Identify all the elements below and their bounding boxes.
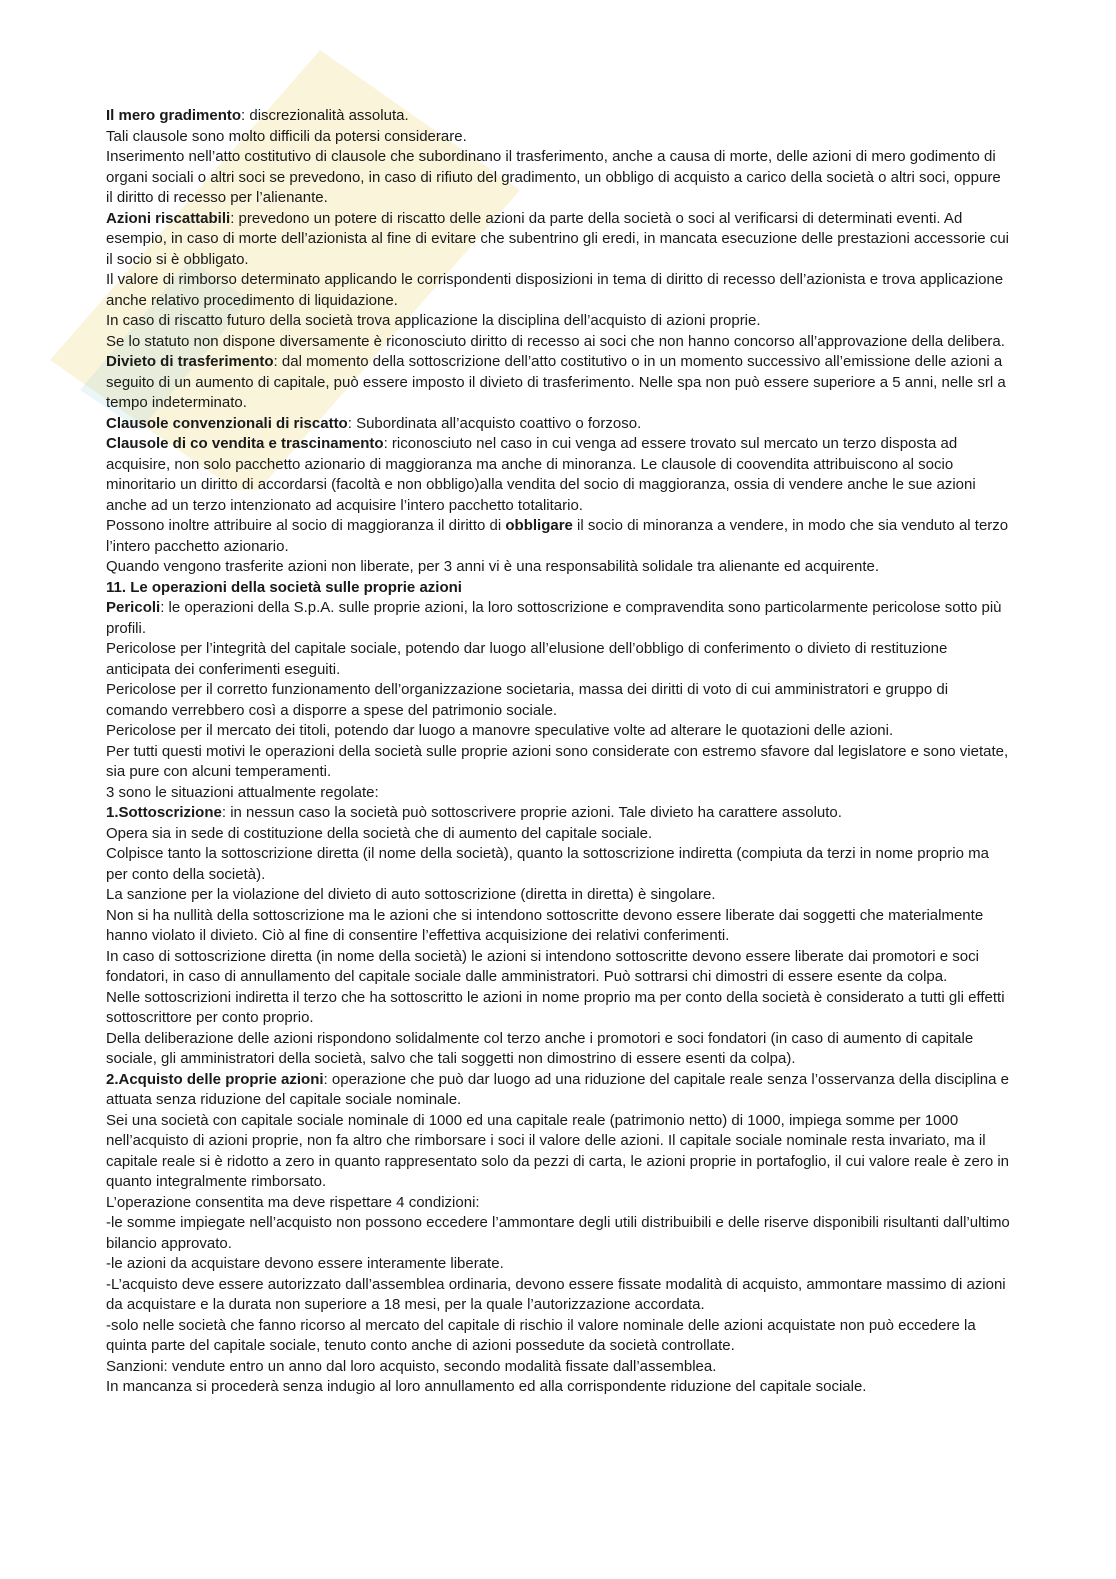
paragraph: Non si ha nullità della sottoscrizione ma le azioni che si intendono sottoscritte devono essere liberate dai soggetti che materialmente hanno violato il divieto. Ciò al fine di consentire l’effettiva acquisizione dei relativi conferimenti.: [106, 906, 984, 944]
paragraph: Pericoli: le operazioni della S.p.A. sulle proprie azioni, la loro sottoscrizione e compravendita sono particolarmente pericolose sotto più profili.: [106, 599, 1002, 637]
list-item: -le somme impiegate nell’acquisto non possono eccedere l’ammontare degli utili distribuibili e delle riserve disponibili risultanti dall’ultimo bilancio approvato.: [106, 1214, 1010, 1252]
paragraph: Per tutti questi motivi le operazioni della società sulle proprie azioni sono considerate con estremo sfavore dal legislatore e sono vietate, sia pure con alcuni temperamenti.: [106, 742, 1009, 780]
paragraph: Tali clausole sono molto difficili da potersi considerare.: [106, 127, 467, 145]
section-heading: 11. Le operazioni della società sulle proprie azioni: [106, 578, 462, 596]
paragraph: Azioni riscattabili: prevedono un potere di riscatto delle azioni da parte della società o soci al verificarsi di determinati eventi. Ad esempio, in caso di morte dell’azionista al fine di evitare che subentrino gli eredi, in mancata esecuzione delle prestazioni accessorie cui il socio si è obbligato.: [106, 209, 1009, 268]
paragraph: Il valore di rimborso determinato applicando le corrispondenti disposizioni in tema di diritto di recesso dell’azionista e trova applicazione anche relativo procedimento di liquidazione.: [106, 271, 1004, 309]
list-item: -L’acquisto deve essere autorizzato dall’assemblea ordinaria, devono essere fissate modalità di acquisto, ammontare massimo di azioni da acquistare e la durata non superiore a 18 mesi, per la quale l’autorizzazione accordata.: [106, 1275, 1006, 1313]
paragraph: Pericolose per il mercato dei titoli, potendo dar luogo a manovre speculative volte ad alterare le quotazioni delle azioni.: [106, 722, 894, 739]
paragraph: Colpisce tanto la sottoscrizione diretta (il nome della società), quanto la sottoscrizione indiretta (compiuta da terzi in nome proprio ma per conto della società).: [106, 845, 989, 883]
paragraph: La sanzione per la violazione del divieto di auto sottoscrizione (diretta in diretta) è singolare.: [106, 886, 716, 903]
paragraph: 3 sono le situazioni attualmente regolate:: [106, 783, 379, 801]
paragraph: Quando vengono trasferite azioni non liberate, per 3 anni vi è una responsabilità solidale tra alienante ed acquirente.: [106, 558, 880, 575]
paragraph: Pericolose per il corretto funzionamento dell’organizzazione societaria, massa dei diritti di voto di cui amministratori e gruppo di comando verrebbero così a disporre a spese del patrimonio sociale.: [106, 681, 949, 719]
list-item: -solo nelle società che fanno ricorso al mercato del capitale di rischio il valore nominale delle azioni acquistate non può eccedere la quinta parte del capitale sociale, tenuto conto anche di azioni possedute da società controllate.: [106, 1316, 976, 1354]
paragraph: Il mero gradimento: discrezionalità assoluta.: [106, 107, 409, 124]
paragraph: Opera sia in sede di costituzione della società che di aumento del capitale sociale.: [106, 824, 653, 842]
paragraph: Possono inoltre attribuire al socio di maggioranza il diritto di obbligare il socio di minoranza a vendere, in modo che sia venduto al terzo l’intero pacchetto azionario.: [106, 517, 1009, 555]
paragraph: Clausole convenzionali di riscatto: Subordinata all’acquisto coattivo o forzoso.: [106, 414, 642, 432]
paragraph: Clausole di co vendita e trascinamento: riconosciuto nel caso in cui venga ad essere trovato sul mercato un terzo disposta ad acquisire, non solo pacchetto azionario di maggioranza ma anche di minoranza. Le clausole di coovendita attribuiscono al socio minoritario un diritto di accordarsi (facoltà e non obbligo)alla vendita del socio di maggioranza, ossia di vendere anche le sue azioni anche ad un terzo intenzionato ad acquisire l’intero pacchetto totalitario.: [106, 435, 976, 514]
paragraph: In mancanza si procederà senza indugio al loro annullamento ed alla corrispondente riduzione del capitale sociale.: [106, 1378, 867, 1395]
paragraph: 2.Acquisto delle proprie azioni: operazione che può dar luogo ad una riduzione del capitale reale senza l’osservanza della disciplina e attuata senza riduzione del capitale sociale nominale.: [106, 1070, 1009, 1108]
paragraph: 1.Sottoscrizione: in nessun caso la società può sottoscrivere proprie azioni. Tale divieto ha carattere assoluto.: [106, 804, 842, 821]
paragraph: Nelle sottoscrizioni indiretta il terzo che ha sottoscritto le azioni in nome proprio ma per conto della società è considerato a tutti gli effetti sottoscrittore per conto proprio.: [106, 988, 1005, 1026]
paragraph: Divieto di trasferimento: dal momento della sottoscrizione dell’atto costitutivo o in un momento successivo all’emissione delle azioni a seguito di un aumento di capitale, può essere imposto il divieto di trasferimento. Nelle spa non può essere superiore a 5 anni, nelle srl a tempo indeterminato.: [106, 353, 1006, 411]
paragraph: Sanzioni: vendute entro un anno dal loro acquisto, secondo modalità fissate dall’assemblea.: [106, 1357, 717, 1375]
paragraph: Pericolose per l’integrità del capitale sociale, potendo dar luogo all’elusione dell’obbligo di conferimento o divieto di restituzione anticipata dei conferimenti eseguiti.: [106, 640, 948, 678]
list-item: -le azioni da acquistare devono essere interamente liberate.: [106, 1255, 504, 1272]
paragraph: Della deliberazione delle azioni rispondono solidalmente col terzo anche i promotori e soci fondatori (in caso di aumento di capitale sociale, gli amministratori della società, salvo che tali soggetti non dimostrino di essere esenti da colpa).: [106, 1029, 974, 1067]
document-body: [106, 106, 1011, 1398]
paragraph: Inserimento nell’atto costitutivo di clausole che subordinano il trasferimento, anche a causa di morte, delle azioni di mero godimento di organi sociali o altri soci se prevedono, in caso di rifiuto del gradimento, un obbligo di acquisto a carico della società o altri soci, oppure il diritto di recesso per l’alienante.: [106, 148, 1001, 206]
paragraph: Sei una società con capitale sociale nominale di 1000 ed una capitale reale (patrimonio netto) di 1000, impiega somme per 1000 nell’acquisto di azioni proprie, non fa altro che rimborsare i soci il valore delle azioni. Il capitale sociale nominale resta invariato, ma il capitale reale si è ridotto a zero in quanto rappresentato solo da pezzi di carta, le azioni proprie in portafoglio, il cui valore reale è zero in quanto integralmente rimborsato.: [106, 1111, 1010, 1190]
paragraph: In caso di riscatto futuro della società trova applicazione la disciplina dell’acquisto di azioni proprie.: [106, 312, 761, 329]
paragraph: L’operazione consentita ma deve rispettare 4 condizioni:: [106, 1193, 480, 1211]
paragraph: In caso di sottoscrizione diretta (in nome della società) le azioni si intendono sottoscritte devono essere liberate dai promotori e soci fondatori, in caso di annullamento del capitale sociale dalle amministratori. Può sottrarsi chi dimostri di essere esente da colpa.: [106, 947, 979, 985]
paragraph: Se lo statuto non dispone diversamente è riconosciuto diritto di recesso ai soci che non hanno concorso all’approvazione della delibera.: [106, 332, 1005, 350]
